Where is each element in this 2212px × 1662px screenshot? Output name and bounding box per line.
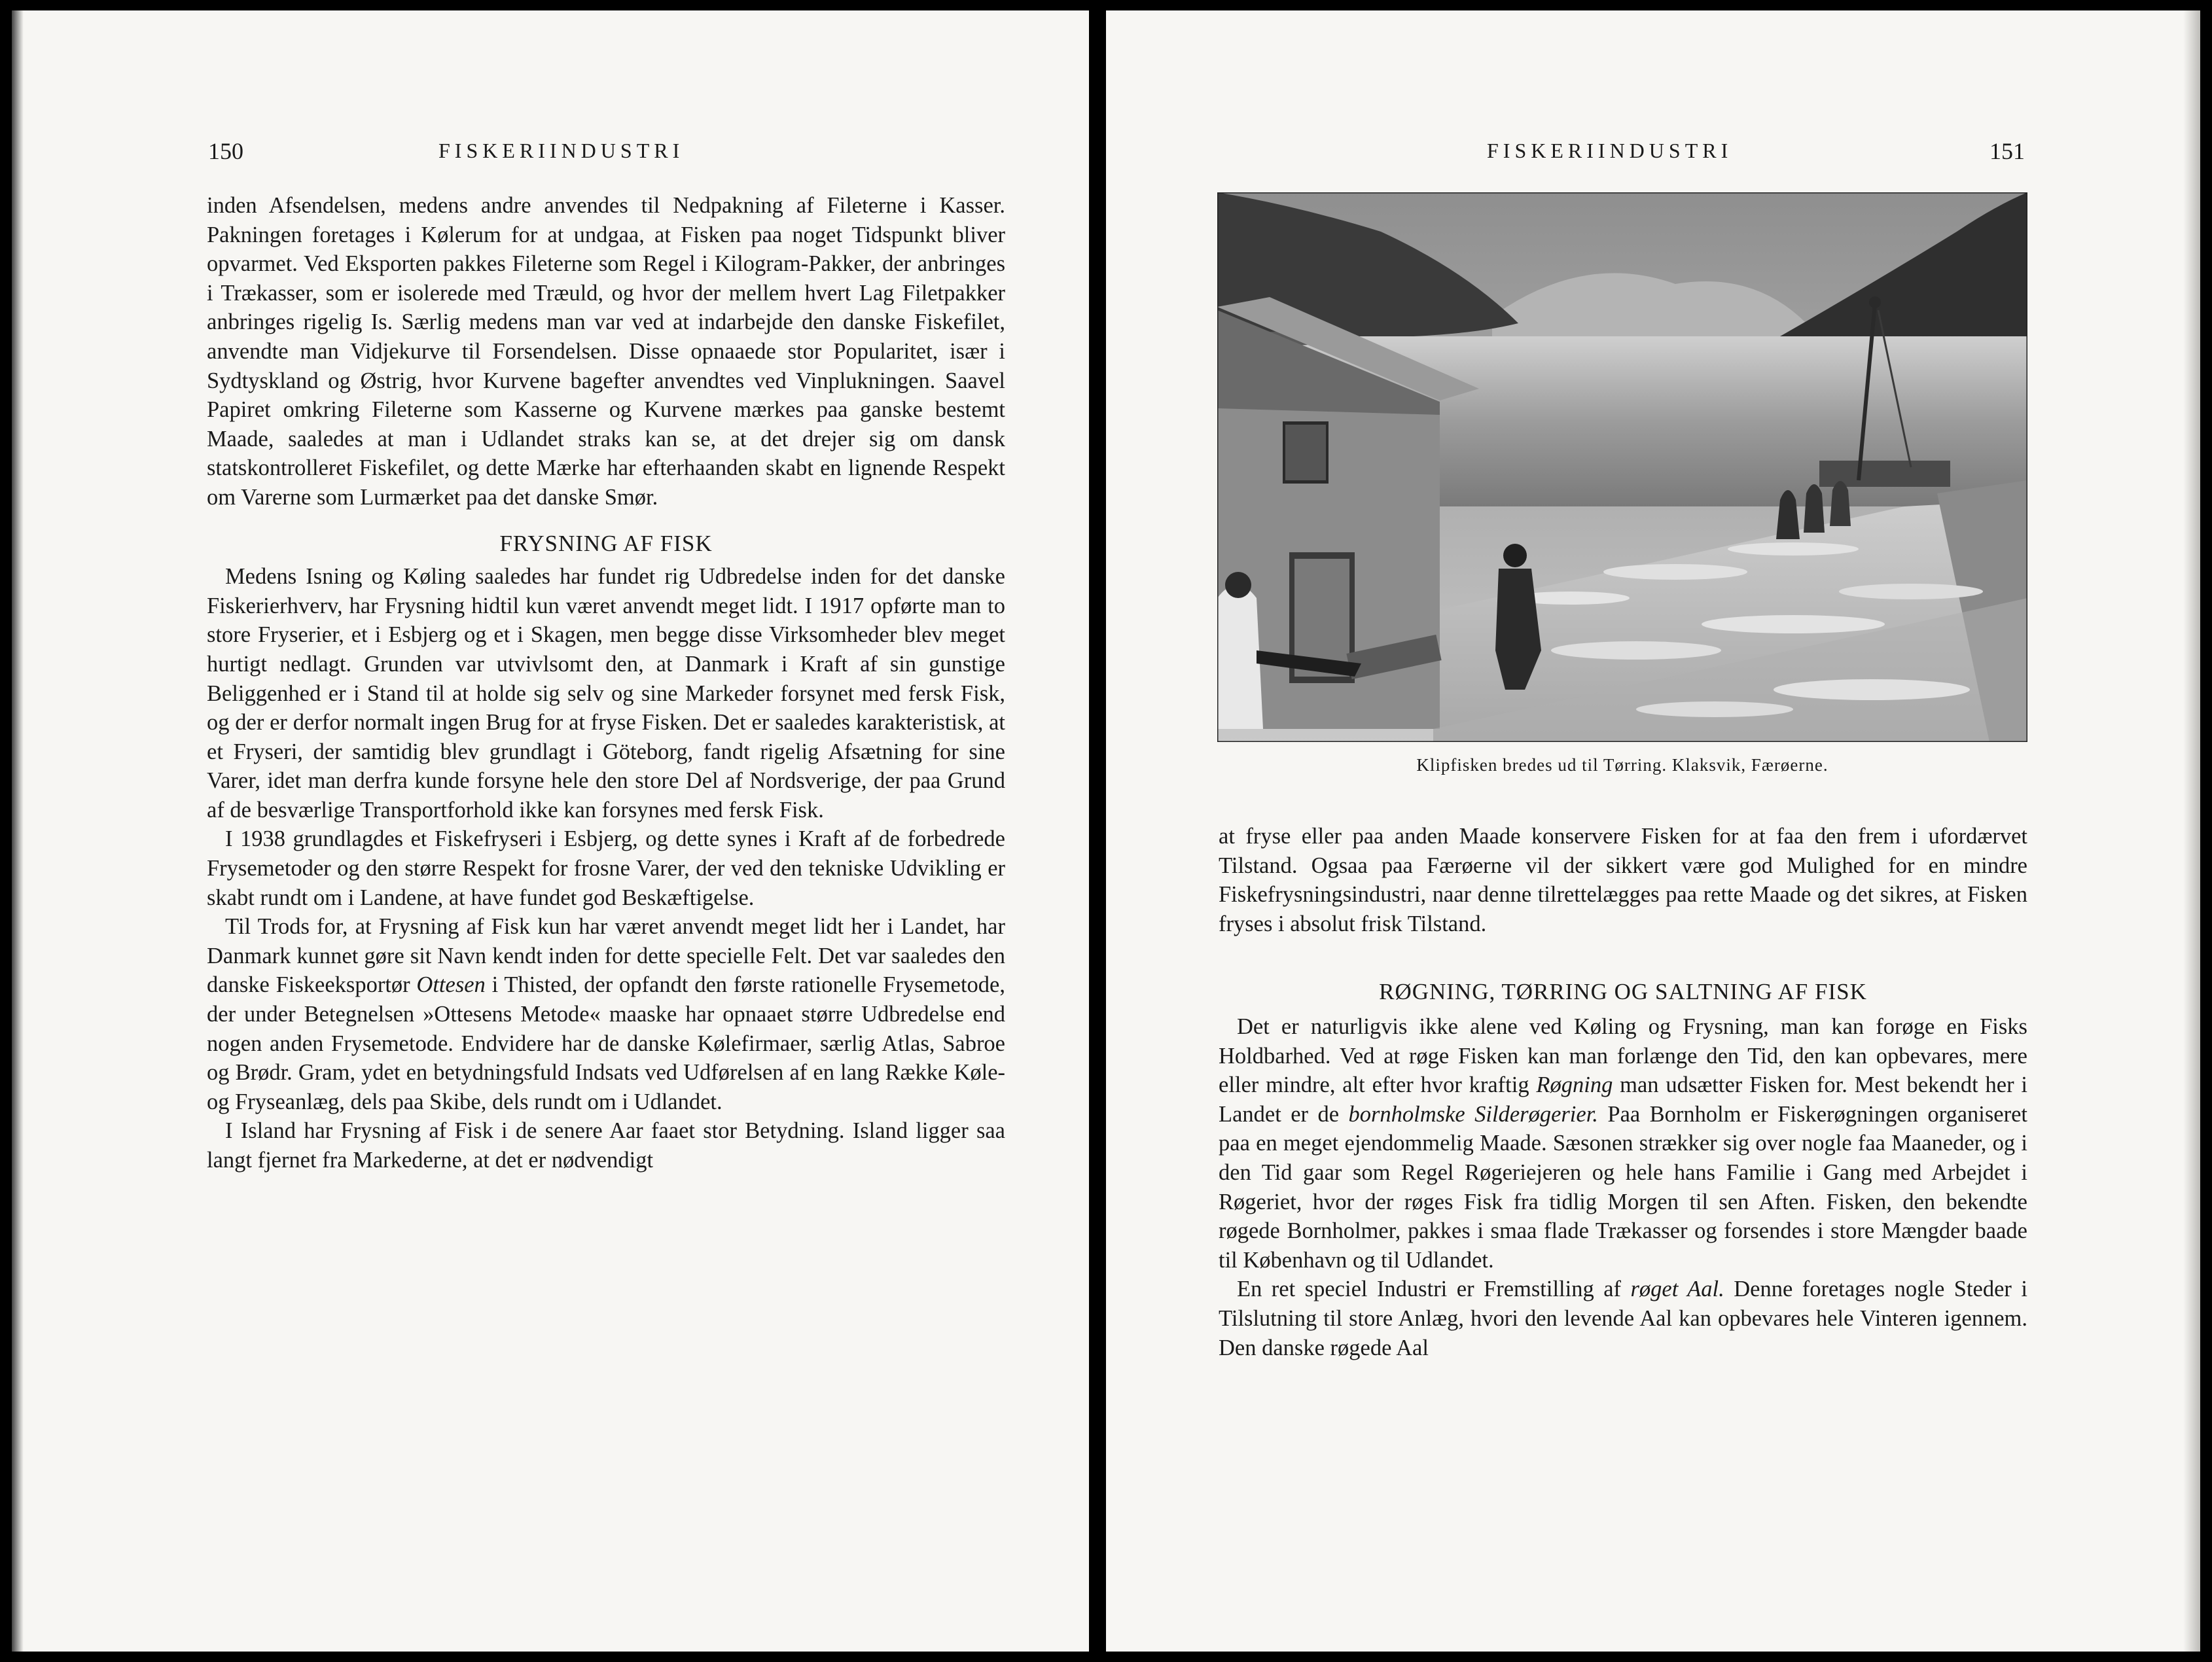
paragraph bbox=[207, 912, 1005, 1116]
text-run: i Thisted, der opfandt den første rationelle Frysemetode, der under Betegnelsen »Ottesens Metode« maaske har opnaaet større Udbredelse end nogen anden Frysemetode. Endvidere har de danske Kølefirmaer, særlig Atlas, Sabroe og Brødr. Gram, ydet en betydningsfuld Indsats ved Udførelsen af en lang Række Køle- og Fryseanlæg, dels paa Skibe, dels rundt om i Udlandet. bbox=[207, 972, 1005, 1114]
text-run: En ret speciel Industri er Fremstilling af bbox=[1237, 1277, 1631, 1302]
text-run: Denne foretages nogle Steder i Tilslutning til store Anlæg, hvori den levende Aal kan opbevares hele Vinteren igennem. Den danske røgede Aal bbox=[1219, 1277, 2027, 1360]
paragraph: at fryse eller paa anden Maade konservere Fisken for at faa den frem i ufordærvet Tilstand. Ogsaa paa Færøerne vil der sikkert være god Mulighed for en mindre Fiskefrysningsindustri, naar denne tilrettelægges paa rette Maade og det sikres, at Fisken fryses i absolut frisk Tilstand. bbox=[1219, 824, 2027, 936]
right-page bbox=[1106, 10, 2200, 1652]
left-page bbox=[12, 10, 1089, 1652]
paragraph: I Island har Frysning af Fisk i de senere Aar faaet stor Betydning. Island ligger saa langt fjernet fra Markederne, at det er nødvendigt bbox=[207, 1118, 1005, 1173]
text-run: Det er naturligvis ikke alene ved Køling og Frysning, man kan forøge en Fisks Holdbarhed. Ved at røge Fisken kan man forlænge den Tid, den kan opbevares, mere eller mindre, alt efter hvor kraftig bbox=[1219, 1014, 2027, 1098]
paragraph bbox=[1219, 1275, 2027, 1362]
paragraph: inden Afsendelsen, medens andre anvendes til Nedpakning af Fileterne i Kasser. Pakningen foretages i Kølerum for at undgaa, at Fisken paa noget Tidspunkt bliver opvarmet. Ved Eksporten pakkes Fileterne som Regel i Kilogram-Pakker, der anbringes i Trækasser, som er isolerede med Træuld, og hvor der mellem hvert Lag Filetpakker anbringes rigelig Is. Særlig medens man var ved at indarbejde den danske Fiskefilet, anvendte man Vidjekurve til Forsendelsen. Disse opnaaede stor Popularitet, især i Sydtyskland og Østrig, hvor Kurvene bagefter anvendtes ved Vinplukningen. Saavel Papiret omkring Fileterne som Kasserne og Kurvene mærkes paa ganske bestemt Maade, saaledes at man i Udlandet straks kan se, at det drejer sig om dansk statskontrolleret Fiskefilet, og dette Mærke har efterhaanden skabt en lignende Respekt om Varerne som Lurmærket paa det danske Smør. bbox=[207, 193, 1005, 510]
paragraph: I 1938 grundlagdes et Fiskefryseri i Esbjerg, og dette synes i Kraft af de forbedrede Frysemetoder og den større Respekt for frosne Varer, der ved den tekniske Udvikling er skabt rundt om i Landene, at have fundet god Beskæftigelse. bbox=[207, 826, 1005, 910]
page-edge-shadow bbox=[2183, 10, 2200, 1652]
page-fold-shadow bbox=[12, 10, 24, 1652]
section-heading: RØGNING, TØRRING OG SALTNING AF FISK bbox=[1379, 979, 1867, 1005]
paragraph bbox=[1219, 1012, 2027, 1275]
italic-term: bornholmske Silderøgerier. bbox=[1348, 1101, 1598, 1127]
text-run: Til Trods for, at Frysning af Fisk kun har været anvendt meget lidt her i Landet, har Danmark kunnet gøre sit Navn kendt inden for dette specielle Felt. Det var saaledes den danske Fiskeeksportør bbox=[207, 914, 1005, 998]
italic-term: Røgning bbox=[1536, 1072, 1613, 1098]
page-number: 151 bbox=[1989, 138, 2025, 164]
text-run: man udsætter Fisken for. Mest bekendt her i Landet er de bbox=[1219, 1072, 2027, 1127]
left-text-column bbox=[207, 191, 1005, 1175]
running-head: FISKERIINDUSTRI bbox=[1487, 139, 1733, 162]
photo-caption: Klipfisken bredes ud til Tørring. Klaksvik, Færøerne. bbox=[1416, 755, 1828, 775]
italic-term: røget Aal. bbox=[1630, 1277, 1724, 1302]
section-heading: FRYSNING AF FISK bbox=[499, 530, 713, 556]
photo-klipfisk-drying bbox=[1217, 192, 2027, 742]
paragraph: Medens Isning og Køling saaledes har fundet rig Udbredelse inden for det danske Fiskerierhverv, har Frysning hidtil kun været anvendt meget lidt. I 1917 opførte man to store Fryserier, et i Esbjerg og et i Skagen, men begge disse Virksomheder blev meget hurtigt nedlagt. Grunden var utvivlsomt den, at Danmark i Kraft af sin gunstige Beliggenhed er i Stand til at holde sig selv og sine Markeder forsynet med fersk Fisk, og der er derfor normalt ingen Brug for at fryse Fisken. Det er saaledes karakteristisk, at et Fryseri, der samtidig blev grundlagt i Göteborg, fandt rigelig Afsætning for sine Varer, idet man derfra kunde forsyne hele den store Del af Nordsverige, der paa Grund af de besværlige Transportforhold ikke kan forsynes med fersk Fisk. bbox=[207, 564, 1005, 822]
page-number: 150 bbox=[208, 138, 243, 164]
italic-name: Ottesen bbox=[416, 972, 486, 998]
right-text-column bbox=[1219, 822, 2027, 1362]
text-run: Paa Bornholm er Fiskerøgningen organiseret paa en meget ejendommelig Maade. Sæsonen strækker sig over nogle faa Maaneder, og i den Tid gaar som Regel Røgeriejeren og hele hans Familie i Gang med Arbejdet i Røgeriet, hvor der røges Fisk fra tidlig Morgen til sen Aften. Fisken, den bekendte røgede Bornholmer, pakkes i smaa flade Trækasser og forsendes i store Mængder baade til København og til Udlandet. bbox=[1219, 1101, 2027, 1273]
running-head: FISKERIINDUSTRI bbox=[438, 139, 685, 162]
